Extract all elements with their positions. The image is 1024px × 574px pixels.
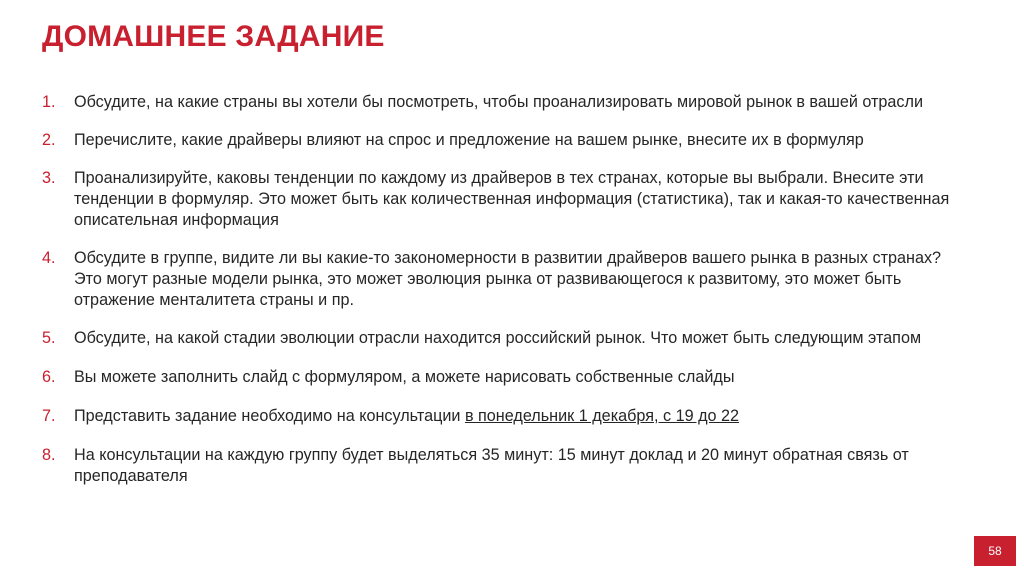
task-item-2 — [42, 130, 952, 151]
task-text: На консультации на каждую группу будет выделяться 35 минут: 15 минут доклад и 20 минут обратная связь от преподавателя — [74, 446, 909, 485]
task-text: Обсудите, на какие страны вы хотели бы посмотреть, чтобы проанализировать мировой рынок в вашей отрасли — [74, 93, 924, 111]
task-text: Обсудите, на какой стадии эволюции отрасли находится российский рынок. Что может быть следующим этапом — [74, 329, 922, 347]
slide-title: ДОМАШНЕЕ ЗАДАНИЕ — [42, 20, 385, 53]
task-number: 3. — [42, 169, 56, 187]
task-text: Проанализируйте, каковы тенденции по каждому из драйверов в тех странах, которые вы выбрали. Внесите эти тенденции в формуляр. Это может быть как количественная информация (статистика), так и какая-то качественная описательная информация — [74, 169, 950, 229]
task-text: Перечислите, какие драйверы влияют на спрос и предложение на вашем рынке, внесите их в формуляр — [74, 131, 864, 149]
task-number: 1. — [42, 93, 56, 111]
task-number: 8. — [42, 446, 56, 464]
task-number: 5. — [42, 329, 56, 347]
task-list — [42, 92, 952, 487]
task-item-4 — [42, 248, 952, 311]
task-item-6 — [42, 367, 952, 388]
task-text: Обсудите в группе, видите ли вы какие-то закономерности в развитии драйверов вашего рынка в разных странах? Это могут разные модели рынка, это может эволюция рынка от развивающегося к развитому, это может быть отражение менталитета страны и пр. — [74, 249, 942, 309]
task-item-5 — [42, 328, 952, 349]
task-number: 7. — [42, 407, 56, 425]
consultation-date: в понедельник 1 декабря, с 19 до 22 — [464, 407, 740, 425]
task-item-8 — [42, 445, 952, 487]
task-item-7 — [42, 406, 952, 427]
task-item-3 — [42, 168, 952, 231]
page-number-badge: 58 — [974, 536, 1016, 566]
task-text: Представить задание необходимо на консультации — [74, 407, 465, 425]
task-number: 6. — [42, 368, 56, 386]
task-number: 4. — [42, 249, 56, 267]
task-text: Вы можете заполнить слайд с формуляром, а можете нарисовать собственные слайды — [74, 368, 735, 386]
task-item-1 — [42, 92, 952, 113]
task-number: 2. — [42, 131, 56, 149]
